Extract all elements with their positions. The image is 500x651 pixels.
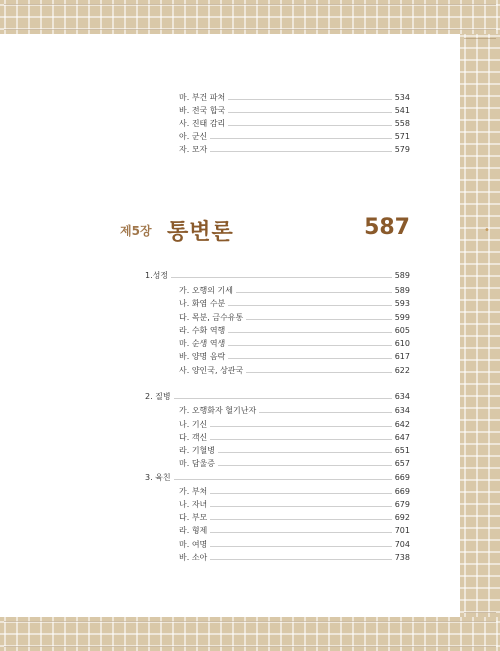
toc-entry-page: 701: [394, 526, 410, 535]
leader-dots: [228, 332, 391, 333]
toc-entry-label: 바. 소아: [179, 553, 208, 562]
toc-entry[interactable]: [179, 540, 410, 550]
toc-entry[interactable]: [179, 500, 410, 510]
leader-dots: [246, 319, 391, 320]
chapter-page: 587: [364, 215, 410, 240]
toc-entry-label: 가. 오행의 기세: [179, 286, 233, 295]
toc-entry-label: 마. 담울증: [179, 459, 215, 468]
leader-dots: [228, 305, 391, 306]
toc-entry-page: 571: [394, 132, 410, 141]
toc-entry[interactable]: [179, 286, 410, 296]
toc-section-page: 669: [394, 473, 410, 482]
toc-section-label: 2. 질병: [145, 392, 171, 401]
bullet-icon: •: [484, 225, 490, 236]
toc-entry[interactable]: [179, 406, 410, 416]
toc-entry[interactable]: [179, 106, 410, 116]
toc-entry-label: 사. 진태 감리: [179, 119, 226, 128]
toc-entry[interactable]: [179, 366, 410, 376]
toc-entry[interactable]: [179, 339, 410, 349]
toc-entry-label: 라. 수화 역행: [179, 326, 226, 335]
toc-entry-page: 534: [394, 93, 410, 102]
leader-dots: [228, 99, 391, 100]
toc-entry-label: 마. 부건 파처: [179, 93, 226, 102]
leader-dots: [228, 112, 391, 113]
toc-section[interactable]: [145, 473, 410, 483]
toc-entry-page: 738: [394, 553, 410, 562]
toc-entry-page: 669: [394, 487, 410, 496]
toc-entry[interactable]: [179, 420, 410, 430]
toc-entry-page: 704: [394, 540, 410, 549]
toc-entry-page: 605: [394, 326, 410, 335]
toc-entry-label: 나. 화염 수분: [179, 299, 226, 308]
leader-dots: [218, 465, 392, 466]
leader-dots: [218, 452, 392, 453]
leader-dots: [174, 398, 392, 399]
toc-entry[interactable]: [179, 313, 410, 323]
toc-entry[interactable]: [179, 132, 410, 142]
toc-entry[interactable]: [179, 526, 410, 536]
leader-dots: [236, 292, 392, 293]
toc-entry-page: 589: [394, 286, 410, 295]
toc-entry[interactable]: [179, 93, 410, 103]
greek-key-border-top: [0, 0, 500, 34]
toc-entry-page: 657: [394, 459, 410, 468]
toc-entry-page: 651: [394, 446, 410, 455]
toc-entry[interactable]: [179, 352, 410, 362]
toc-section-label: 3. 육친: [145, 473, 171, 482]
toc-entry[interactable]: [179, 513, 410, 523]
toc-entry-label: 다. 객신: [179, 433, 208, 442]
toc-entry-label: 아. 군신: [179, 132, 208, 141]
toc-entry[interactable]: [179, 446, 410, 456]
toc-entry-page: 579: [394, 145, 410, 154]
leader-dots: [259, 412, 392, 413]
leader-dots: [210, 151, 391, 152]
leader-dots: [228, 125, 391, 126]
toc-entry-label: 가. 오행화자 혈기난자: [179, 406, 257, 415]
greek-key-border-right: [460, 34, 500, 617]
toc-entry-page: 647: [394, 433, 410, 442]
toc-entry-page: 679: [394, 500, 410, 509]
leader-dots: [210, 519, 391, 520]
toc-entry-label: 다. 부모: [179, 513, 208, 522]
toc-entry[interactable]: [179, 487, 410, 497]
leader-dots: [171, 277, 392, 278]
toc-entry-page: 599: [394, 313, 410, 322]
leader-dots: [210, 493, 391, 494]
toc-entry[interactable]: [179, 459, 410, 469]
chapter-heading[interactable]: [120, 214, 490, 246]
toc-entry-label: 마. 여명: [179, 540, 208, 549]
toc-section[interactable]: [145, 271, 410, 281]
toc-entry[interactable]: [179, 145, 410, 155]
greek-key-border-bottom: [0, 617, 500, 651]
toc-entry-page: 634: [394, 406, 410, 415]
toc-entry-page: 610: [394, 339, 410, 348]
leader-dots: [228, 345, 391, 346]
leader-dots: [246, 372, 391, 373]
toc-entry-page: 642: [394, 420, 410, 429]
toc-entry-label: 라. 기혈병: [179, 446, 215, 455]
leader-dots: [210, 506, 391, 507]
toc-entry-page: 622: [394, 366, 410, 375]
toc-entry-page: 558: [394, 119, 410, 128]
toc-entry-label: 바. 양명 음락: [179, 352, 226, 361]
toc-entry-page: 593: [394, 299, 410, 308]
toc-entry[interactable]: [179, 433, 410, 443]
chapter-number: 제5장: [120, 224, 152, 238]
toc-entry[interactable]: [179, 553, 410, 563]
leader-dots: [210, 138, 391, 139]
toc-entry-label: 나. 기신: [179, 420, 208, 429]
toc-entry[interactable]: [179, 299, 410, 309]
toc-entry-label: 다. 목분, 금수유통: [179, 313, 244, 322]
toc-section-label: 1.성정: [145, 271, 169, 280]
toc-entry-label: 자. 모자: [179, 145, 208, 154]
toc-entry[interactable]: [179, 326, 410, 336]
toc-section-page: 589: [394, 271, 410, 280]
leader-dots: [210, 532, 391, 533]
toc-entry[interactable]: [179, 119, 410, 129]
toc-entry-label: 사. 양인국, 상관국: [179, 366, 244, 375]
toc-section-page: 634: [394, 392, 410, 401]
chapter-title: 통변론: [167, 220, 234, 245]
toc-entry-label: 라. 형제: [179, 526, 208, 535]
toc-entry-page: 617: [394, 352, 410, 361]
toc-section[interactable]: [145, 392, 410, 402]
toc-entry-label: 가. 부처: [179, 487, 208, 496]
toc-entry-page: 541: [394, 106, 410, 115]
toc-entry-label: 나. 자녀: [179, 500, 208, 509]
leader-dots: [210, 559, 391, 560]
leader-dots: [210, 546, 391, 547]
leader-dots: [210, 426, 391, 427]
toc-entry-label: 마. 순생 역생: [179, 339, 226, 348]
leader-dots: [228, 358, 391, 359]
leader-dots: [210, 439, 391, 440]
toc-entry-label: 바. 전국 합국: [179, 106, 226, 115]
leader-dots: [174, 479, 392, 480]
toc-entry-page: 692: [394, 513, 410, 522]
